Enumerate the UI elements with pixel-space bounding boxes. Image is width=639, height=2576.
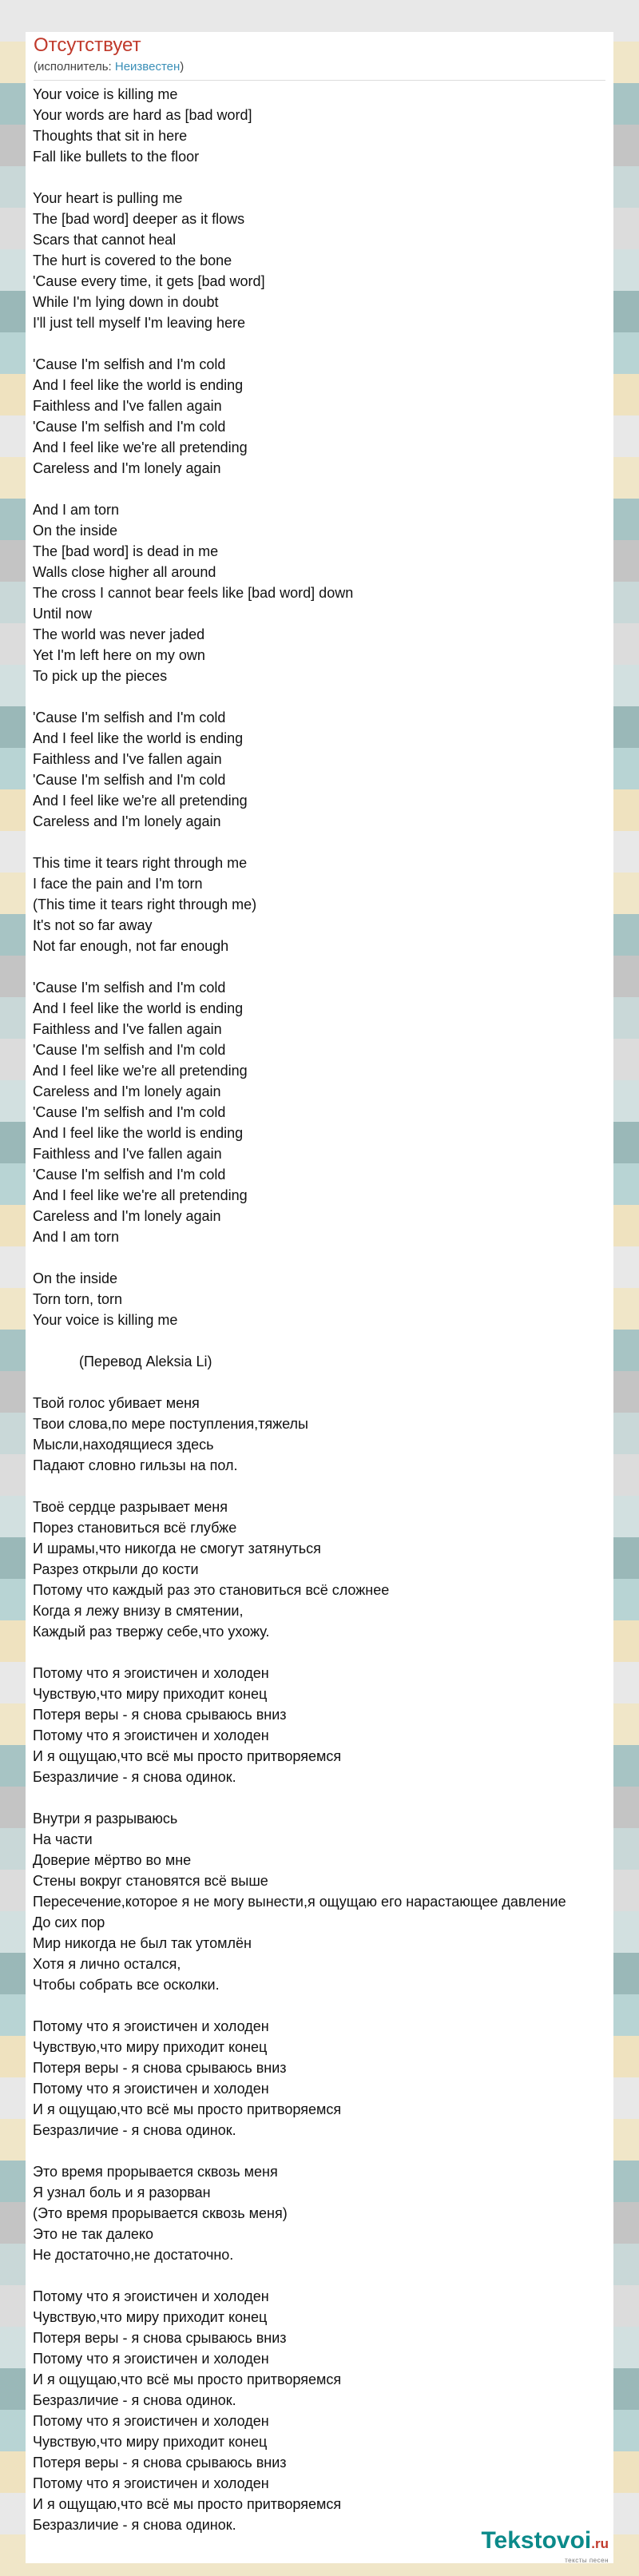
lyric-line: И шрамы,что никогда не смогут затянуться	[33, 1540, 321, 1556]
lyric-line: Порез становиться всё глубже	[33, 1520, 237, 1536]
lyric-line: Каждый раз твержу себе,что ухожу.	[33, 1624, 270, 1640]
logo-tagline: тексты песен	[565, 2557, 609, 2564]
lyric-line: Я узнал боль и я разорван	[33, 2184, 211, 2200]
lyric-line: And I feel like the world is ending	[33, 1000, 244, 1016]
lyric-line: И я ощущаю,что всё мы просто притворяемся	[33, 2496, 342, 2512]
lyric-line: Потому что я эгоистичен и холоден	[33, 2018, 269, 2034]
lyric-line: Пересечение,которое я не могу вынести,я ощущаю его нарастающее давление	[33, 1894, 566, 1910]
lyric-line: Your voice is killing me	[33, 1312, 178, 1328]
lyric-line: Not far enough, not far enough	[33, 938, 229, 954]
lyric-line: Чувствую,что миру приходит конец	[33, 1686, 268, 1702]
lyric-line: Your heart is pulling me	[33, 190, 183, 206]
lyric-line: Your voice is killing me	[33, 86, 178, 102]
lyric-line: Careless and I'm lonely again	[33, 1208, 221, 1224]
lyrics-text	[33, 84, 639, 2535]
stanza-gap	[33, 1787, 639, 1808]
lyric-line: Мир никогда не был так утомлён	[33, 1935, 252, 1951]
lyric-line: Your words are hard as [bad word]	[33, 107, 252, 123]
lyric-line: Твой голос убивает меня	[33, 1395, 200, 1411]
stanza-gap	[33, 1372, 639, 1393]
lyric-line: And I feel like we're all pretending	[33, 1063, 248, 1079]
lyric-line: Careless and I'm lonely again	[33, 1083, 221, 1099]
song-title: Отсутствует	[34, 34, 141, 56]
lyric-line: On the inside	[33, 1270, 118, 1286]
artist-suffix: )	[180, 60, 185, 74]
lyric-line: Безразличие - я снова одинок.	[33, 2517, 236, 2533]
lyric-line: Хотя я лично остался,	[33, 1956, 181, 1972]
lyric-line: 'Cause I'm selfish and I'm cold	[33, 772, 226, 788]
artist-prefix: (исполнитель:	[34, 60, 115, 74]
lyric-line: Мысли,находящиеся здесь	[33, 1437, 214, 1453]
lyric-line: The world was never jaded	[33, 626, 205, 642]
lyric-line: Yet I'm left here on my own	[33, 647, 205, 663]
site-logo[interactable]	[428, 2526, 628, 2565]
lyric-line: Потеря веры - я снова срываюсь вниз	[33, 2330, 287, 2346]
lyric-line: Падают словно гильзы на пол.	[33, 1457, 238, 1473]
lyric-line: Разрез открыли до кости	[33, 1561, 199, 1577]
lyric-line: Чувствую,что миру приходит конец	[33, 2039, 268, 2055]
lyric-line: И я ощущаю,что всё мы просто притворяемся	[33, 2101, 342, 2117]
header-divider	[34, 80, 605, 81]
lyric-line: Faithless and I've fallen again	[33, 751, 222, 767]
lyric-line: Careless and I'm lonely again	[33, 460, 221, 476]
stanza-gap	[33, 479, 639, 499]
lyric-line: Чувствую,что миру приходит конец	[33, 2434, 268, 2450]
lyric-line: Torn torn, torn	[33, 1291, 123, 1307]
lyric-line: На части	[33, 1831, 93, 1847]
lyric-line: Доверие мёртво во мне	[33, 1852, 192, 1868]
stanza-gap	[33, 1247, 639, 1268]
lyric-line: 'Cause I'm selfish and I'm cold	[33, 980, 226, 996]
lyric-line: Чувствую,что миру приходит конец	[33, 2309, 268, 2325]
stanza-gap	[33, 333, 639, 354]
lyric-line: (Это время прорывается сквозь меня)	[33, 2205, 288, 2221]
lyric-line: Careless and I'm lonely again	[33, 813, 221, 829]
artist-line	[34, 59, 184, 75]
lyric-line: Безразличие - я снова одинок.	[33, 2122, 236, 2138]
lyric-line: Внутри я разрываюсь	[33, 1811, 178, 1827]
lyric-line: Walls close higher all around	[33, 564, 216, 580]
lyric-line: This time it tears right through me	[33, 855, 248, 871]
song-header	[34, 32, 605, 85]
stanza-gap	[33, 1642, 639, 1663]
artist-link[interactable]: Неизвестен	[114, 60, 181, 74]
lyric-line: To pick up the pieces	[33, 668, 168, 684]
lyric-line: And I feel like we're all pretending	[33, 793, 248, 809]
lyric-line: Потеря веры - я снова срываюсь вниз	[33, 1707, 287, 1723]
stanza-gap	[33, 832, 639, 853]
lyric-line: The cross I cannot bear feels like [bad word] down	[33, 585, 354, 601]
lyric-line: Стены вокруг становятся всё выше	[33, 1873, 268, 1889]
stanza-gap	[33, 2141, 639, 2161]
lyric-line: Потому что я эгоистичен и холоден	[33, 2081, 269, 2097]
lyric-line: And I feel like the world is ending	[33, 730, 244, 746]
lyric-line: Потому что я эгоистичен и холоден	[33, 2351, 269, 2367]
lyric-line: Потому что я эгоистичен и холоден	[33, 2413, 269, 2429]
lyric-line: Потому что я эгоистичен и холоден	[33, 2475, 269, 2491]
lyric-line: And I feel like the world is ending	[33, 377, 244, 393]
lyric-line: Безразличие - я снова одинок.	[33, 2392, 236, 2408]
lyric-line: Потому что я эгоистичен и холоден	[33, 1727, 269, 1743]
stanza-gap	[33, 686, 639, 707]
lyric-line: И я ощущаю,что всё мы просто притворяемся	[33, 2371, 342, 2387]
lyric-line: Это не так далеко	[33, 2226, 153, 2242]
lyric-line: 'Cause every time, it gets [bad word]	[33, 273, 265, 289]
lyric-line: Потому что я эгоистичен и холоден	[33, 1665, 269, 1681]
logo-wordmark: Tekstovoi.ru	[481, 2527, 609, 2554]
lyric-line: Это время прорывается сквозь меня	[33, 2164, 278, 2180]
lyric-line: Fall like bullets to the floor	[33, 149, 200, 165]
lyric-line: 'Cause I'm selfish and I'm cold	[33, 1104, 226, 1120]
lyric-line: Faithless and I've fallen again	[33, 1021, 222, 1037]
lyric-line: Faithless and I've fallen again	[33, 398, 222, 414]
lyric-line: While I'm lying down in doubt	[33, 294, 219, 310]
lyric-line: Твои слова,по мере поступления,тяжелы	[33, 1416, 308, 1432]
lyric-line: I face the pain and I'm torn	[33, 876, 203, 892]
lyric-line: Безразличие - я снова одинок.	[33, 1769, 236, 1785]
lyric-line: Потеря веры - я снова срываюсь вниз	[33, 2455, 287, 2471]
lyric-line: 'Cause I'm selfish and I'm cold	[33, 710, 226, 725]
lyric-line: Твоё сердце разрывает меня	[33, 1499, 228, 1515]
lyric-line: And I feel like we're all pretending	[33, 1187, 248, 1203]
lyric-line: And I am torn	[33, 1229, 120, 1245]
lyric-line: The [bad word] is dead in me	[33, 543, 219, 559]
lyric-line: Чтобы собрать все осколки.	[33, 1977, 220, 1993]
lyric-line: Потому что я эгоистичен и холоден	[33, 2288, 269, 2304]
stanza-gap	[33, 1995, 639, 2016]
lyric-line: I'll just tell myself I'm leaving here	[33, 315, 245, 331]
lyric-line: Scars that cannot heal	[33, 232, 177, 248]
lyric-line: (This time it tears right through me)	[33, 896, 257, 912]
lyric-line: И я ощущаю,что всё мы просто притворяемся	[33, 1748, 342, 1764]
stanza-gap	[33, 1330, 639, 1351]
lyric-line: Faithless and I've fallen again	[33, 1146, 222, 1162]
lyric-line: 'Cause I'm selfish and I'm cold	[33, 356, 226, 372]
lyric-line: On the inside	[33, 523, 118, 539]
lyric-line: And I feel like we're all pretending	[33, 439, 248, 455]
lyric-line: Не достаточно,не достаточно.	[33, 2247, 234, 2263]
stanza-gap	[33, 2265, 639, 2286]
stanza-gap	[33, 1476, 639, 1497]
lyric-line: The hurt is covered to the bone	[33, 252, 232, 268]
lyric-line: 'Cause I'm selfish and I'm cold	[33, 1042, 226, 1058]
lyric-line: Потеря веры - я снова срываюсь вниз	[33, 2060, 287, 2076]
lyric-line: Until now	[33, 606, 93, 622]
lyric-line: It's not so far away	[33, 917, 153, 933]
lyric-line: 'Cause I'm selfish and I'm cold	[33, 419, 226, 435]
stanza-gap	[33, 956, 639, 977]
lyric-line: До сих пор	[33, 1914, 105, 1930]
lyric-line: Thoughts that sit in here	[33, 128, 188, 144]
lyric-line: And I am torn	[33, 502, 120, 518]
lyric-line: 'Cause I'm selfish and I'm cold	[33, 1167, 226, 1183]
lyric-line: And I feel like the world is ending	[33, 1125, 244, 1141]
lyric-line: (Перевод Aleksia Li)	[79, 1354, 212, 1369]
lyrics-page	[26, 32, 613, 2563]
lyric-line: Потому что каждый раз это становиться всё сложнее	[33, 1582, 390, 1598]
lyric-line: The [bad word] deeper as it flows	[33, 211, 245, 227]
stanza-gap	[33, 167, 639, 188]
lyric-line: Когда я лежу внизу в смятении,	[33, 1603, 244, 1619]
